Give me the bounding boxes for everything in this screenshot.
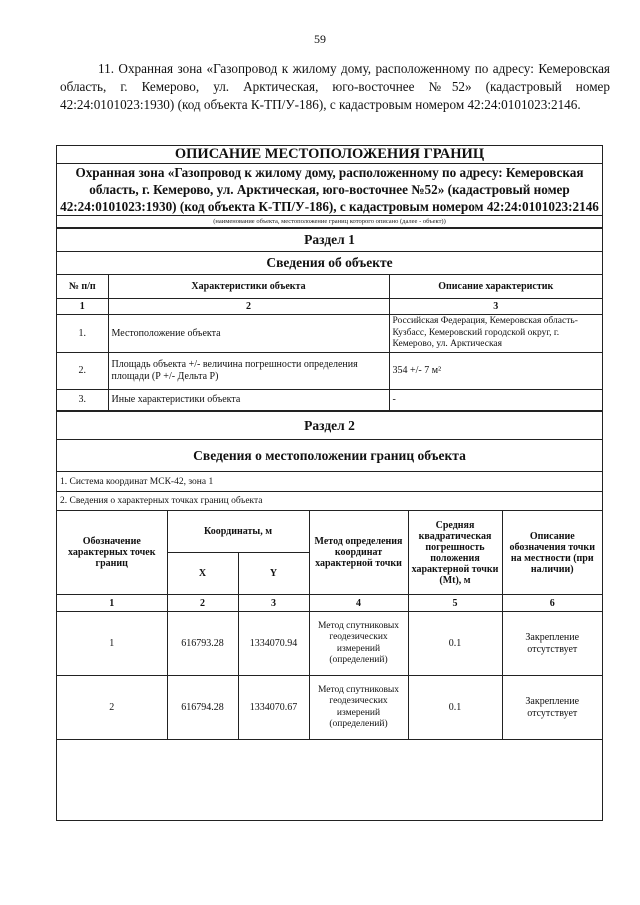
coordinate-system: 1. Система координат МСК-42, зона 1 bbox=[57, 472, 602, 492]
column-number: 4 bbox=[309, 595, 408, 612]
object-note: (наименование объекта, местоположение границ которого описано (далее - объект)) bbox=[57, 216, 602, 228]
header-point-description: Описание обозначения точки на местности (при наличии) bbox=[502, 511, 602, 595]
point-y: 1334070.67 bbox=[238, 676, 309, 740]
point-y: 1334070.94 bbox=[238, 612, 309, 676]
header-coordinates: Координаты, м bbox=[167, 511, 309, 553]
header-characteristic: Характеристики объекта bbox=[108, 275, 389, 299]
section2-heading: Сведения о местоположении границ объекта bbox=[57, 440, 602, 472]
section1-heading: Сведения об объекте bbox=[57, 252, 602, 275]
points-info: 2. Сведения о характерных точках границ объекта bbox=[57, 492, 602, 511]
point-accuracy: 0.1 bbox=[408, 676, 502, 740]
table-row bbox=[57, 676, 602, 740]
title-table bbox=[57, 146, 602, 228]
boundary-description-frame bbox=[56, 145, 603, 821]
column-number: 3 bbox=[389, 299, 602, 315]
table-row bbox=[57, 353, 602, 390]
point-method: Метод спутниковых геодезических измерений (определений) bbox=[309, 676, 408, 740]
point-description: Закрепление отсутствует bbox=[502, 676, 602, 740]
column-number: 5 bbox=[408, 595, 502, 612]
column-number: 3 bbox=[238, 595, 309, 612]
row-characteristic: Местоположение объекта bbox=[108, 315, 389, 353]
section1-title: Раздел 1 bbox=[57, 229, 602, 252]
table-row bbox=[57, 390, 602, 411]
header-method: Метод определения координат характерной точки bbox=[309, 511, 408, 595]
header-point-designation: Обозначение характерных точек границ bbox=[57, 511, 167, 595]
point-description: Закрепление отсутствует bbox=[502, 612, 602, 676]
header-x: X bbox=[167, 553, 238, 595]
header-y: Y bbox=[238, 553, 309, 595]
column-number: 2 bbox=[167, 595, 238, 612]
document-title: ОПИСАНИЕ МЕСТОПОЛОЖЕНИЯ ГРАНИЦ bbox=[57, 146, 602, 164]
header-description: Описание характеристик bbox=[389, 275, 602, 299]
point-x: 616794.28 bbox=[167, 676, 238, 740]
row-characteristic: Площадь объекта +/- величина погрешности определения площади (Р +/- Дельта Р) bbox=[108, 353, 389, 390]
column-number: 2 bbox=[108, 299, 389, 315]
row-index: 1. bbox=[57, 315, 108, 353]
section1-table bbox=[57, 228, 602, 411]
table-row bbox=[57, 612, 602, 676]
column-number: 1 bbox=[57, 595, 167, 612]
row-value: Российская Федерация, Кемеровская область-Кузбасс, Кемеровский городской округ, г. Кемерово, ул. Арктическая bbox=[389, 315, 602, 353]
section2-table bbox=[57, 411, 602, 740]
point-method: Метод спутниковых геодезических измерений (определений) bbox=[309, 612, 408, 676]
row-value: 354 +/- 7 м² bbox=[389, 353, 602, 390]
table-row bbox=[57, 315, 602, 353]
intro-paragraph: 11. Охранная зона «Газопровод к жилому дому, расположенному по адресу: Кемеровская область, г. Кемерово, ул. Арктическая, юго-восточнее №52» (кадастровый номер 42:24:0101023:1930) (код объекта К-ТП/У-186), с кадастровым номером 42:24:0101023:2146. bbox=[60, 61, 610, 112]
section2-title: Раздел 2 bbox=[57, 412, 602, 440]
object-title: Охранная зона «Газопровод к жилому дому, расположенному по адресу: Кемеровская область, г. Кемерово, ул. Арктическая, юго-восточнее №52» (кадастровый номер 42:24:0101023:1930) (код объекта К-ТП/У-186), с кадастровым номером 42:24:0101023:2146 bbox=[60, 165, 599, 214]
header-index: № п/п bbox=[57, 275, 108, 299]
column-number: 1 bbox=[57, 299, 108, 315]
row-characteristic: Иные характеристики объекта bbox=[108, 390, 389, 411]
row-value: - bbox=[389, 390, 602, 411]
column-number: 6 bbox=[502, 595, 602, 612]
row-index: 2. bbox=[57, 353, 108, 390]
point-accuracy: 0.1 bbox=[408, 612, 502, 676]
point-id: 2 bbox=[57, 676, 167, 740]
row-index: 3. bbox=[57, 390, 108, 411]
point-x: 616793.28 bbox=[167, 612, 238, 676]
point-id: 1 bbox=[57, 612, 167, 676]
page-number: 59 bbox=[314, 32, 326, 46]
header-accuracy: Средняя квадратическая погрешность положения характерной точки (Mt), м bbox=[408, 511, 502, 595]
